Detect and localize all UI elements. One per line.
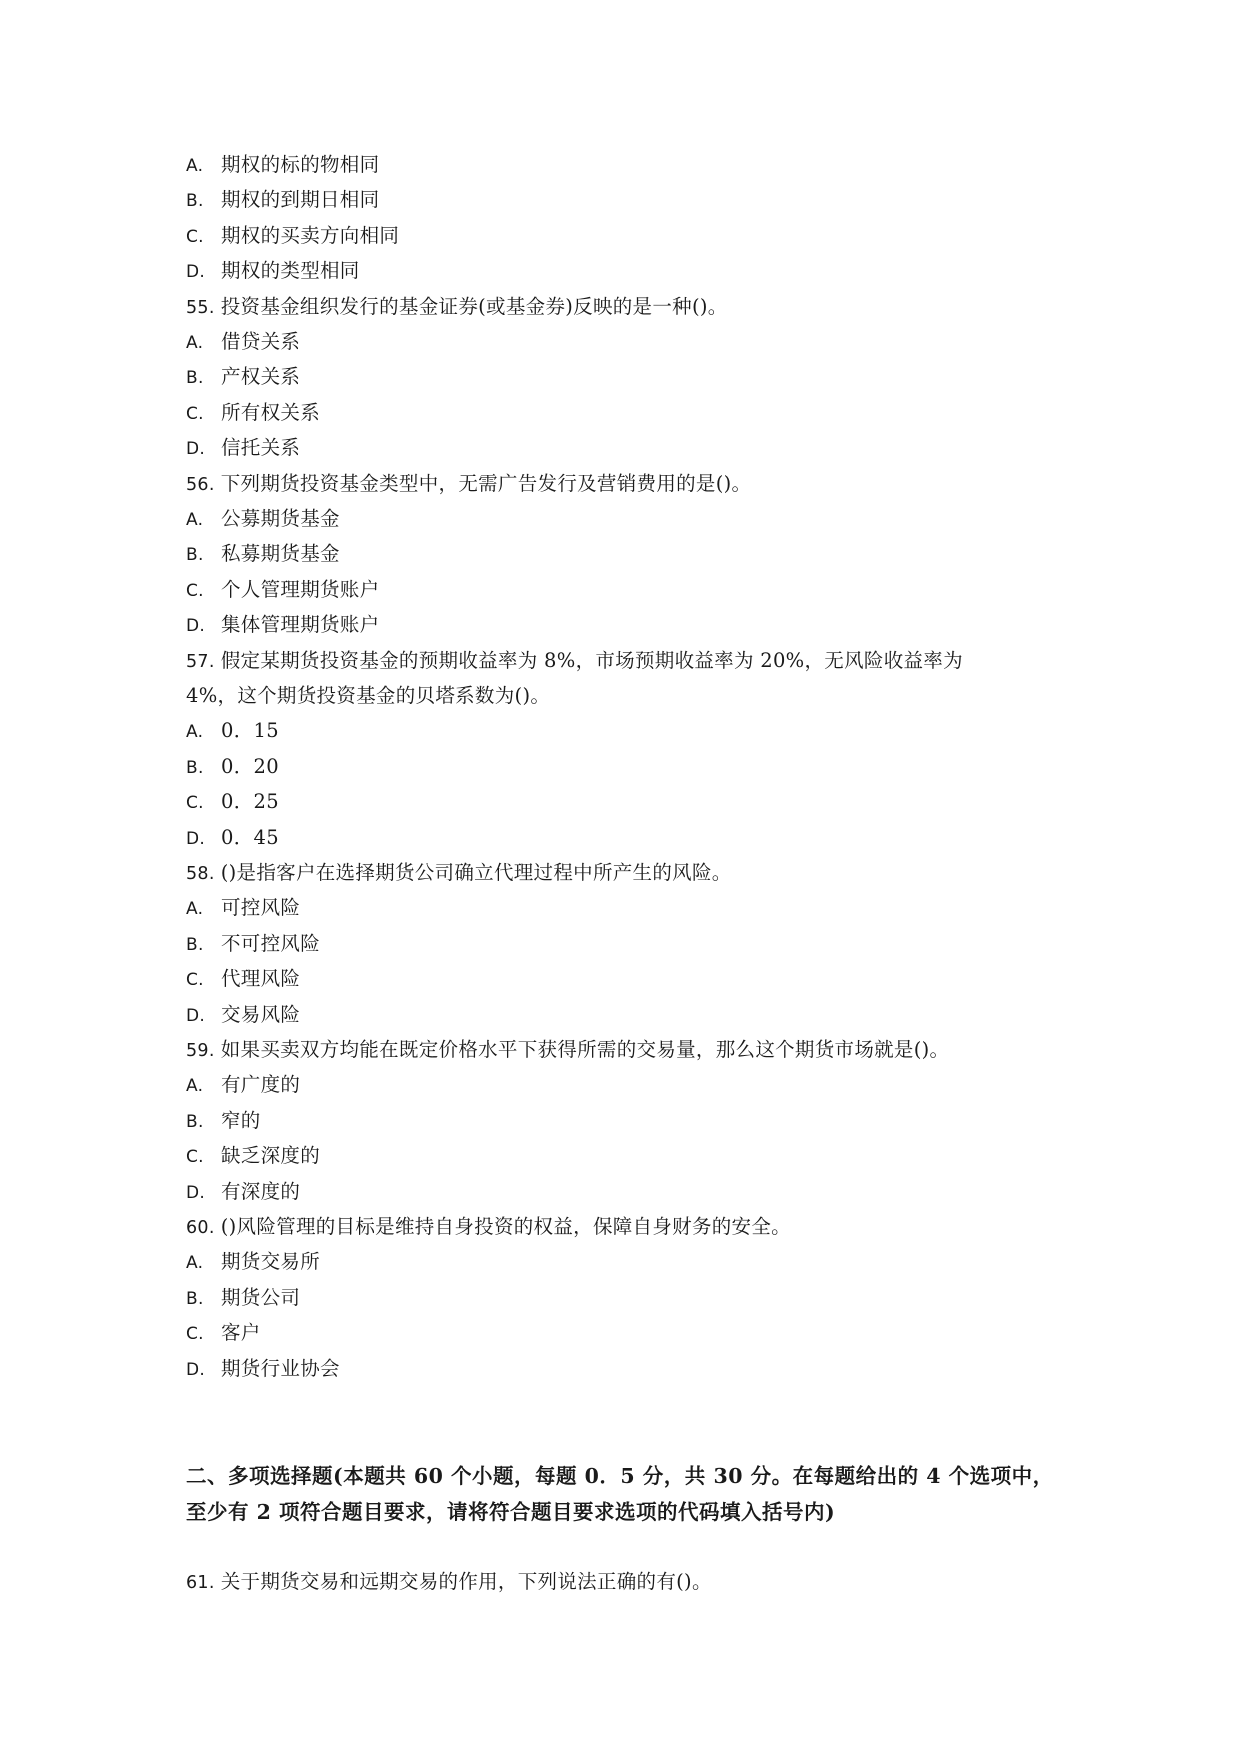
- question-line: [186, 1214, 791, 1241]
- question-text: 如果买卖双方均能在既定价格水平下获得所需的交易量，那么这个期货市场就是()。: [220, 1038, 950, 1061]
- option-text: 期权的标的物相同: [221, 153, 380, 176]
- option-text: 期货行业协会: [221, 1356, 340, 1380]
- option-text: 不可控风险: [221, 931, 321, 955]
- option-text: 个人管理期货账户: [221, 577, 380, 601]
- option-letter: C.: [186, 970, 204, 991]
- option-line: [186, 1249, 320, 1276]
- option-line: [186, 612, 379, 639]
- option-letter: C.: [186, 1147, 204, 1168]
- option-line: [186, 966, 300, 993]
- question-line: [186, 1037, 949, 1064]
- option-text: 可控风险: [221, 896, 301, 920]
- option-letter: B.: [186, 368, 204, 389]
- option-line: [186, 223, 399, 250]
- section-heading: 二、多项选择题(本题共 60 个小题，每题 0．5 分，共 30 分。在每题给出的 4 个选项中，至少有 2 项符合题目要求，请将符合题目要求选项的代码填入括号内): [186, 1464, 1054, 1524]
- option-text: 0．15: [221, 719, 279, 743]
- option-text: 期权的类型相同: [221, 259, 360, 283]
- option-letter: B.: [186, 191, 204, 212]
- option-line: [186, 1143, 320, 1170]
- question-text: ()风险管理的目标是维持自身投资的权益，保障自身财务的安全。: [220, 1215, 791, 1238]
- option-line: [186, 435, 300, 462]
- option-line: [186, 1072, 300, 1099]
- question-number: 57.: [186, 651, 215, 672]
- option-text: 期货交易所: [221, 1250, 321, 1274]
- option-letter: D.: [186, 616, 206, 637]
- option-line: [186, 364, 300, 391]
- option-letter: C.: [186, 226, 204, 247]
- option-letter: D.: [186, 1359, 206, 1380]
- option-line: [186, 825, 279, 852]
- option-text: 交易风险: [221, 1002, 301, 1026]
- question-number: 58.: [186, 864, 215, 884]
- option-text: 集体管理期货账户: [221, 613, 380, 637]
- option-text: 0．45: [221, 825, 279, 849]
- question-number: 55.: [186, 297, 215, 318]
- question-number: 56.: [186, 474, 215, 495]
- question-line: [186, 294, 728, 321]
- option-letter: D.: [186, 828, 206, 849]
- option-line: [186, 1108, 261, 1135]
- question-continuation: 4%，这个期货投资基金的贝塔系数为()。: [186, 684, 551, 707]
- option-text: 期权的买卖方向相同: [221, 223, 400, 247]
- option-line: [186, 895, 300, 922]
- option-letter: B.: [186, 1111, 204, 1132]
- option-letter: C.: [186, 793, 204, 814]
- option-line: [186, 718, 279, 745]
- option-line: [186, 789, 279, 816]
- option-letter: A.: [186, 510, 204, 530]
- option-text: 产权关系: [221, 365, 301, 389]
- question-text: ()是指客户在选择期货公司确立代理过程中所产生的风险。: [220, 861, 732, 884]
- option-letter: A.: [186, 333, 204, 353]
- option-text: 缺乏深度的: [221, 1144, 321, 1168]
- option-text: 所有权关系: [221, 400, 321, 424]
- option-letter: A.: [186, 899, 204, 920]
- option-text: 私募期货基金: [221, 542, 340, 566]
- option-line: [186, 329, 300, 356]
- option-line: [186, 152, 379, 179]
- option-line: [186, 577, 379, 604]
- option-line: [186, 754, 279, 781]
- option-line: [186, 1320, 261, 1347]
- option-text: 期权的到期日相同: [221, 188, 380, 212]
- option-letter: B.: [186, 757, 204, 778]
- option-text: 客户: [221, 1321, 261, 1345]
- question-line: [186, 471, 751, 498]
- option-line: [186, 1285, 300, 1312]
- option-letter: A.: [186, 1076, 204, 1097]
- question-number: 60.: [186, 1218, 215, 1238]
- option-text: 0．20: [221, 754, 279, 778]
- option-letter: C.: [186, 403, 204, 424]
- option-line: [186, 931, 320, 958]
- option-letter: D.: [186, 439, 206, 460]
- option-text: 代理风险: [221, 967, 301, 991]
- option-line: [186, 187, 379, 214]
- option-text: 借贷关系: [221, 330, 301, 353]
- option-line: [186, 258, 360, 285]
- option-letter: B.: [186, 934, 204, 955]
- option-letter: A.: [186, 722, 204, 743]
- option-text: 窄的: [221, 1108, 261, 1132]
- question-text: 假定某期货投资基金的预期收益率为 8%，市场预期收益率为 20%，无风险收益率为: [220, 648, 963, 672]
- option-text: 0．25: [221, 790, 279, 814]
- option-letter: D.: [186, 262, 206, 283]
- option-letter: A.: [186, 156, 204, 176]
- option-line: [186, 541, 340, 568]
- question-text: 投资基金组织发行的基金证券(或基金券)反映的是一种()。: [220, 294, 728, 318]
- option-line: [186, 1356, 340, 1383]
- question-line: [186, 648, 963, 675]
- question-line: [186, 860, 732, 887]
- question-number: 61.: [186, 1573, 215, 1593]
- option-letter: A.: [186, 1253, 204, 1274]
- option-letter: D.: [186, 1182, 206, 1203]
- option-line: [186, 1002, 300, 1029]
- question-text: 下列期货投资基金类型中，无需广告发行及营销费用的是()。: [220, 471, 752, 495]
- question-text: 关于期货交易和远期交易的作用，下列说法正确的有()。: [220, 1570, 712, 1593]
- option-line: [186, 1179, 300, 1206]
- question-61: [186, 1569, 712, 1596]
- question-number: 59.: [186, 1041, 215, 1061]
- option-letter: B.: [186, 1288, 204, 1309]
- option-line: [186, 506, 340, 533]
- option-text: 有广度的: [221, 1073, 301, 1097]
- option-letter: D.: [186, 1005, 206, 1026]
- option-line: [186, 400, 320, 427]
- option-text: 公募期货基金: [221, 507, 340, 530]
- option-letter: B.: [186, 545, 204, 566]
- option-text: 期货公司: [221, 1285, 301, 1309]
- option-letter: C.: [186, 1324, 204, 1345]
- option-letter: C.: [186, 580, 204, 601]
- option-text: 有深度的: [221, 1179, 301, 1203]
- option-text: 信托关系: [221, 436, 301, 460]
